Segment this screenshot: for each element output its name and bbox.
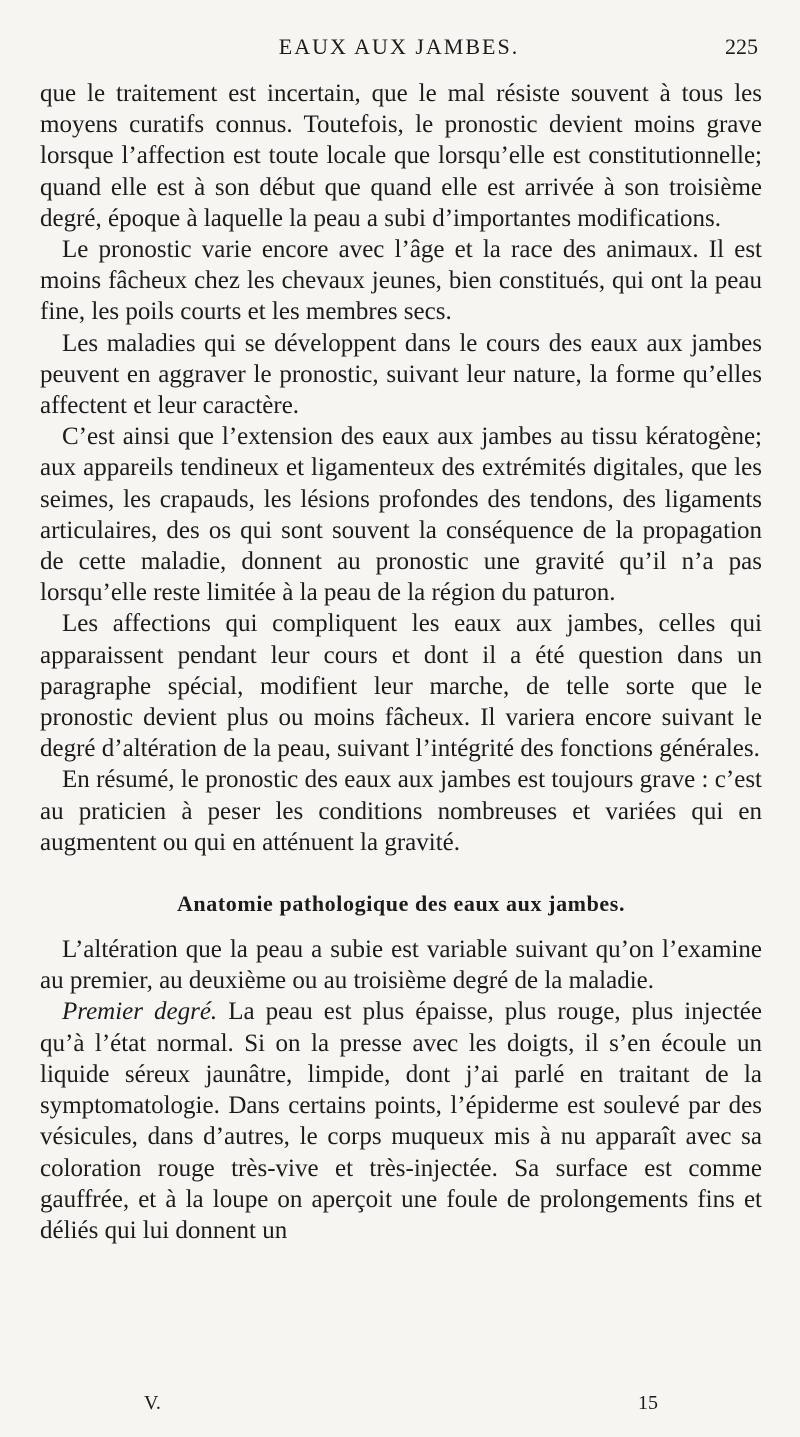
paragraph-prognosis-summary: En résumé, le pronostic des eaux aux jambes est toujours grave : c’est au praticien à peser les conditions nombreuses et variées qui en augmentent ou qui en atténuent la gravité. [40, 766, 762, 856]
page-footer [40, 1392, 762, 1416]
paragraph-prognosis-diseases: Les maladies qui se développent dans le cours des eaux aux jambes peuvent en aggraver le pronostic, suivant leur nature, la forme qu’elles affectent et leur caractère. [40, 329, 762, 420]
paragraph-prognosis-age: Le pronostic varie encore avec l’âge et la race des animaux. Il est moins fâcheux chez les chevaux jeunes, bien constitués, qui ont la peau fine, les poils courts et les membres secs. [40, 236, 762, 326]
sheet-number: 15 [638, 1392, 658, 1414]
paragraph-prognosis-extension: C’est ainsi que l’extension des eaux aux jambes au tissu kératogène; aux appareils tendineux et ligamenteux des extrémités digitales, que les seimes, les crapauds, les lésions profondes des tendons, des ligaments articulaires, des os qui sont souvent la conséquence de la propagation de cette maladie, donnent au pronostic une gravité qu’il n’a pas lorsqu’elle reste limitée à la peau de la région du paturon. [40, 423, 762, 607]
first-degree-lead: Premier degré. [62, 998, 218, 1026]
page-number: 225 [725, 34, 758, 59]
body-text [40, 78, 762, 1246]
paragraph-first-degree [40, 996, 762, 1246]
section-heading: Anatomie pathologique des eaux aux jambes. [176, 891, 626, 917]
running-title: EAUX AUX JAMBES. [278, 34, 520, 59]
paragraph-alteration: L’altération que la peau a subie est variable suivant qu’on l’examine au premier, au deuxième ou au troisième degré de la maladie. [40, 936, 762, 995]
running-head [40, 34, 758, 60]
signature-mark: V. [144, 1392, 161, 1414]
paragraph-prognosis-complications: Les affections qui compliquent les eaux aux jambes, celles qui apparaissent pendant leur cours et dont il a été question dans un paragraphe spécial, modifient leur marche, de telle sorte que le pronostic devient plus ou moins fâcheux. Il variera encore suivant le degré d’altération de la peau, suivant l’intégrité des fonctions générales. [40, 610, 762, 763]
paragraph-continuation: que le traitement est incertain, que le mal résiste souvent à tous les moyens curatifs connus. Toutefois, le pronostic devient moins grave lorsque l’affection est toute locale que lorsqu’elle est constitutionnelle; quand elle est à son début que quand elle est arrivée à son troisième degré, époque à laquelle la peau a subi d’importantes modifications. [40, 80, 762, 232]
first-degree-text: La peau est plus épaisse, plus rouge, plus injectée qu’à l’état normal. Si on la presse avec les doigts, il s’en écoule un liquide séreux jaunâtre, limpide, dont j’ai parlé en traitant de la symptomatologie. Dans certains points, l’épiderme est soulevé par des vésicules, dans d’autres, le corps muqueux mis à nu apparaît avec sa coloration rouge très-vive et très-injectée. Sa surface est comme gauffrée, et à la loupe on aperçoit une foule de prolongements fins et déliés qui lui donnent un [40, 998, 762, 1244]
